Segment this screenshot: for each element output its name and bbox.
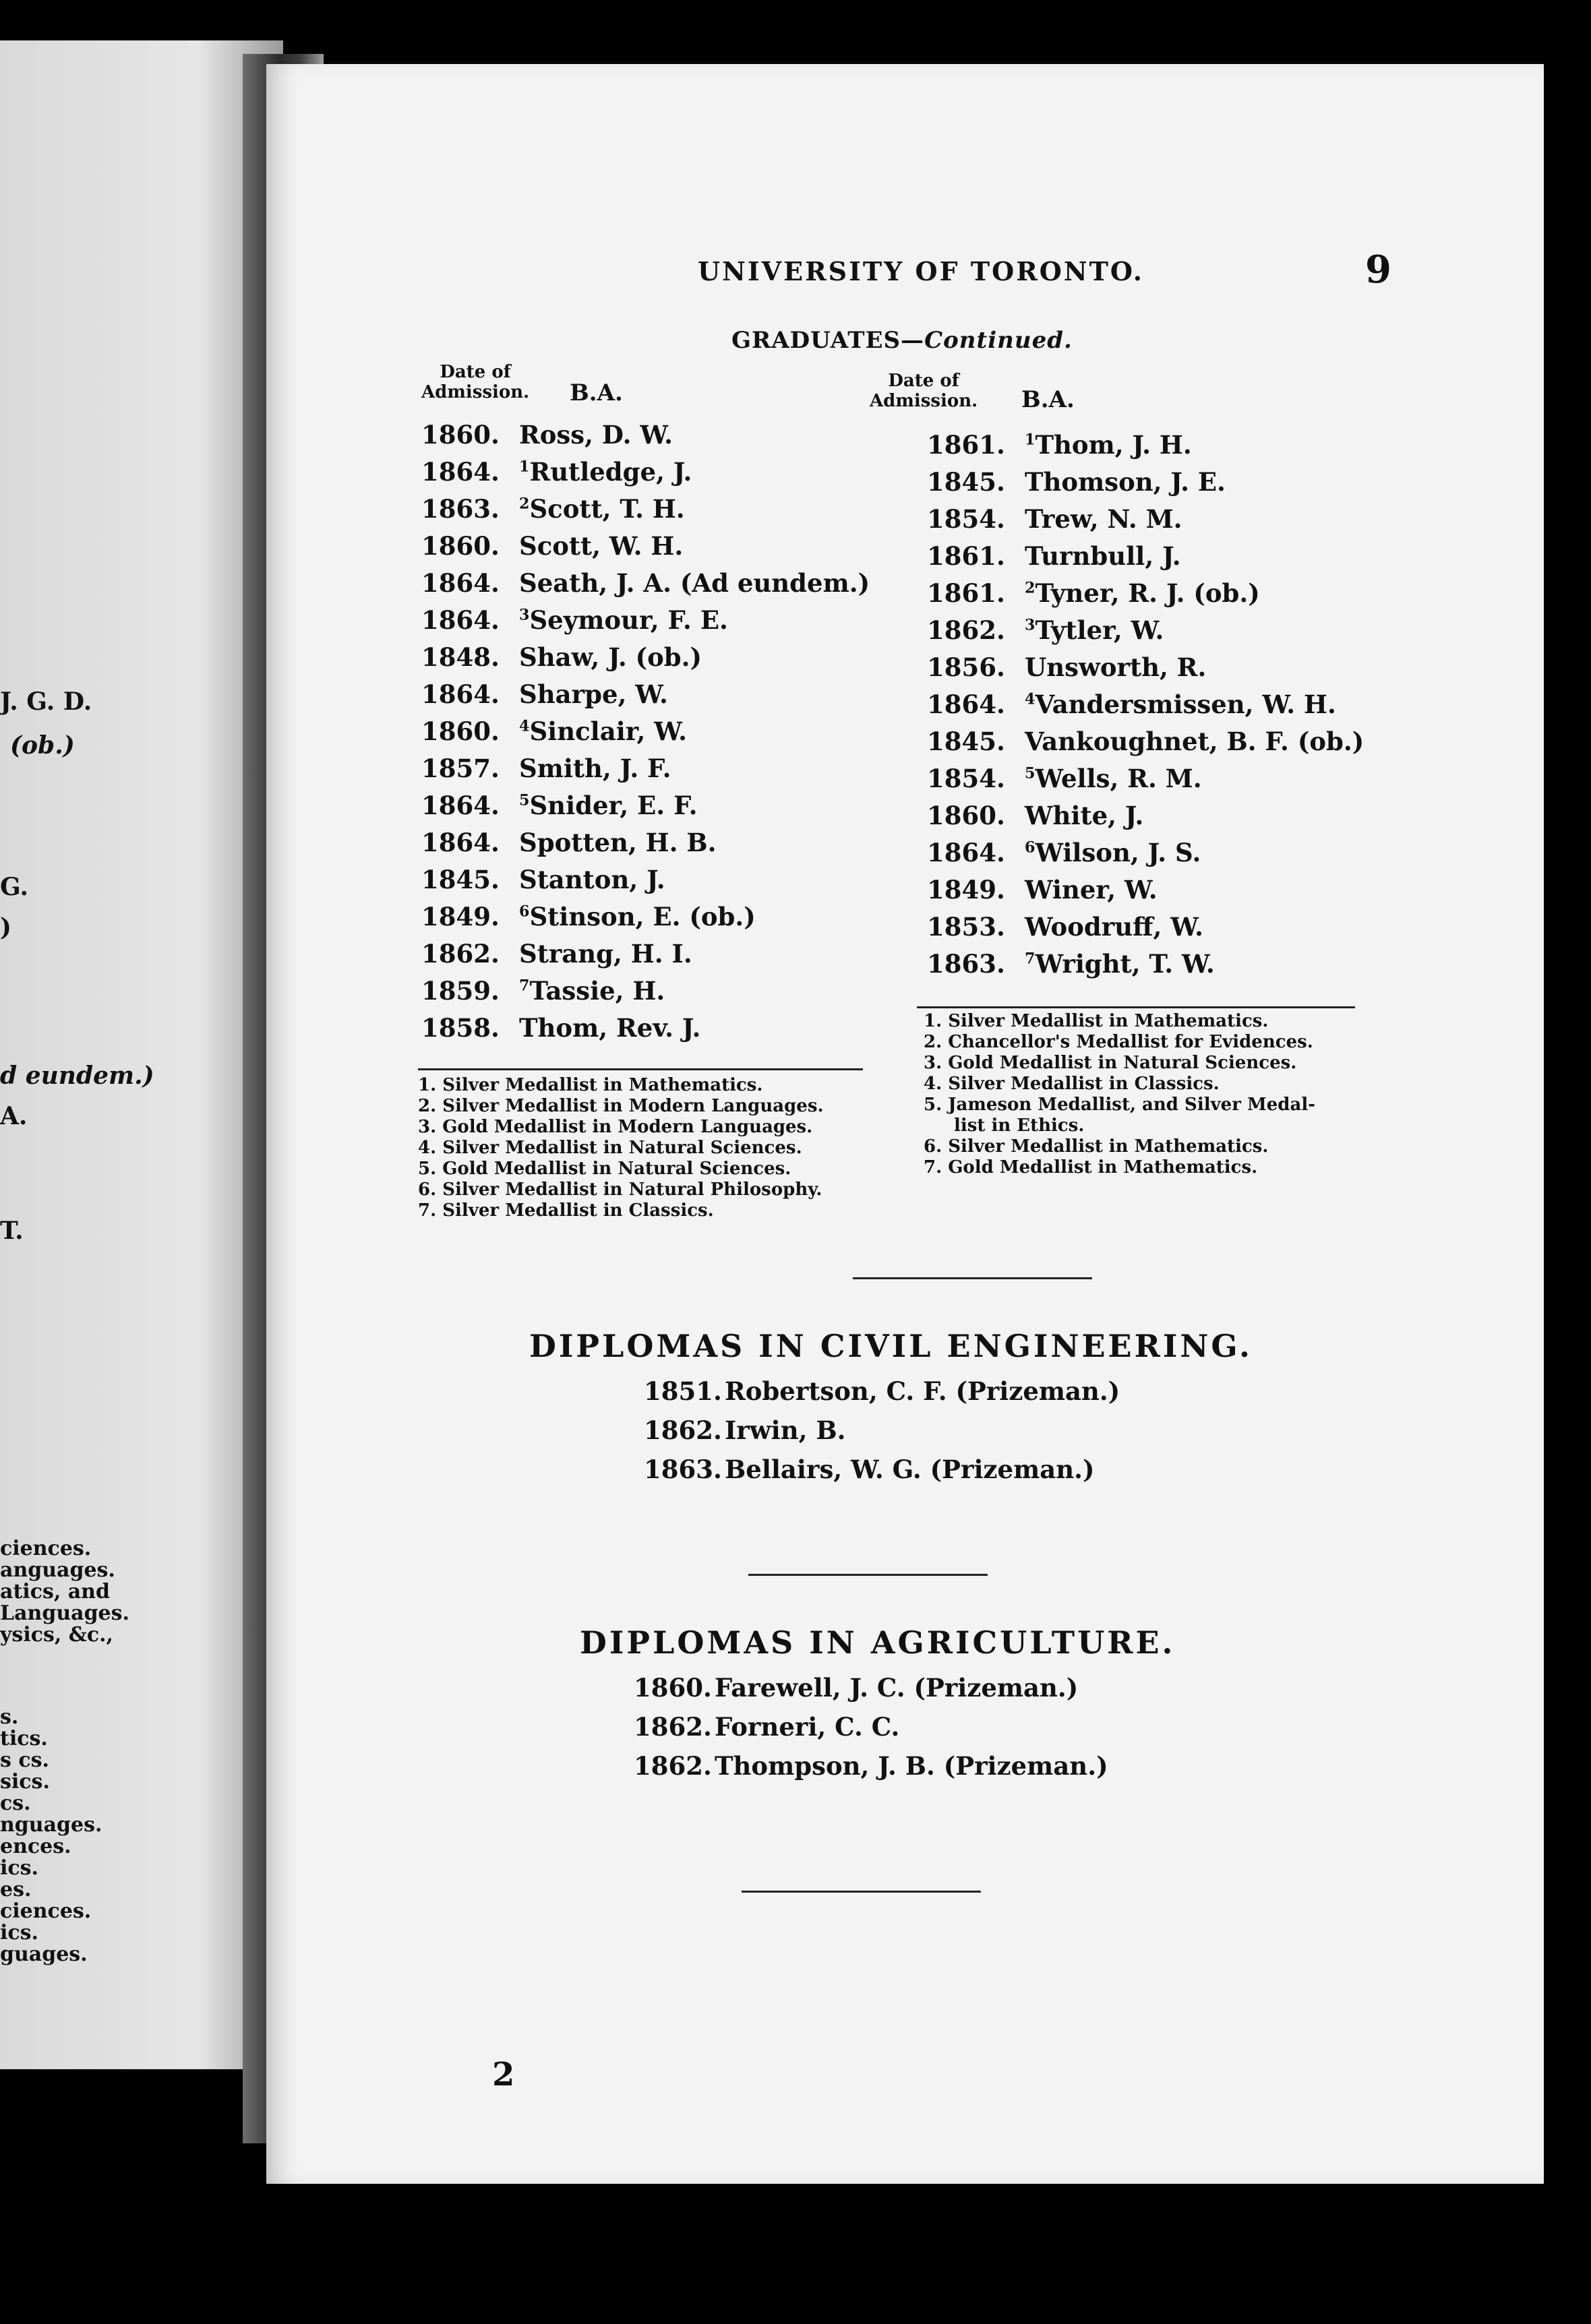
medal-footnote-mark: 3 (1025, 616, 1035, 634)
graduate-entry (421, 824, 870, 861)
left-footnotes (418, 1075, 824, 1221)
footnote: list in Ethics. (954, 1115, 1085, 1136)
graduate-entry (927, 797, 1364, 834)
graduate-name: Thom, Rev. J. (519, 1013, 701, 1043)
facing-page-fragment: sics. (0, 1770, 50, 1794)
graduate-entry (421, 454, 870, 491)
footnote: 3. Gold Medallist in Modern Languages. (418, 1117, 813, 1137)
graduate-name: Trew, N. M. (1025, 504, 1182, 534)
graduate-name: $^4$Vandersmissen, W. H. (1025, 690, 1336, 719)
right-notes-rule (917, 1006, 1355, 1008)
left-notes-rule (418, 1068, 863, 1070)
admission-year: 1863. (421, 494, 500, 524)
facing-page-fragment: ics. (0, 1921, 38, 1945)
admission-year: 1864. (927, 838, 1005, 867)
admission-year: 1864. (421, 605, 500, 635)
graduate-name: Seath, J. A. (Ad eundem.) (519, 568, 870, 598)
civil-engineering-title: DIPLOMAS IN CIVIL ENGINEERING. (529, 1328, 1253, 1364)
facing-page-fragment: nguages. (0, 1813, 102, 1837)
facing-page-fragment: s cs. (0, 1748, 49, 1772)
admission-year: 1861. (927, 578, 1005, 608)
graduate-name: Smith, J. F. (519, 754, 671, 783)
medal-footnote-mark: 3 (519, 606, 530, 624)
graduate-name: Shaw, J. (ob.) (519, 642, 702, 672)
footnote: 6. Silver Medallist in Mathematics. (924, 1136, 1269, 1157)
admission-year: 1864. (421, 679, 500, 709)
admission-year: 1862. (927, 615, 1005, 645)
graduate-name: $^3$Tytler, W. (1025, 615, 1164, 645)
admission-year: 1854. (927, 764, 1005, 793)
facing-page-fragment: A. (0, 1102, 28, 1130)
facing-page-fragment: ics. (0, 1856, 38, 1880)
page-number: 9 (1365, 247, 1391, 292)
graduate-entry (421, 1010, 870, 1047)
graduate-entry (927, 649, 1364, 686)
graduate-entry (421, 973, 870, 1010)
graduate-entry (421, 676, 870, 713)
admission-year: 1860. (421, 420, 500, 450)
admission-year: 1864. (927, 690, 1005, 719)
graduate-entry (927, 946, 1364, 983)
admission-year: 1856. (927, 652, 1005, 682)
graduate-entry (421, 787, 870, 824)
admission-year: 1861. (927, 541, 1005, 571)
medal-footnote-mark: 1 (519, 458, 530, 476)
agriculture-title: DIPLOMAS IN AGRICULTURE. (580, 1624, 1176, 1661)
footnote: 7. Silver Medallist in Classics. (418, 1200, 714, 1221)
running-header: UNIVERSITY OF TORONTO. (698, 256, 1145, 286)
facing-page-fragment: atics, and (0, 1580, 110, 1603)
left-degree-heading: B.A. (570, 379, 623, 406)
admission-year: 1845. (927, 727, 1005, 756)
graduate-entry (421, 713, 870, 750)
graduate-entry (421, 565, 870, 602)
section-rule-1 (853, 1277, 1092, 1279)
right-date-heading: Date of Admission. (870, 371, 978, 411)
admission-year: 1849. (927, 875, 1005, 905)
medal-footnote-mark: 6 (1025, 838, 1035, 857)
graduate-entry (421, 602, 870, 639)
footnote: 1. Silver Medallist in Mathematics. (924, 1011, 1269, 1031)
footnote: 6. Silver Medallist in Natural Philosophy. (418, 1180, 822, 1200)
facing-page-fragment: tics. (0, 1727, 48, 1750)
graduate-entry (927, 612, 1364, 649)
graduate-entry (927, 686, 1364, 723)
footnote: 5. Gold Medallist in Natural Sciences. (418, 1159, 791, 1179)
graduate-name: Woodruff, W. (1025, 912, 1203, 942)
facing-page-fragment: T. (0, 1217, 24, 1245)
footnote: 4. Silver Medallist in Classics. (924, 1074, 1220, 1094)
diploma-year: 1862. (634, 1751, 712, 1781)
graduate-entry (927, 872, 1364, 909)
admission-year: 1864. (421, 457, 500, 487)
graduate-entry (927, 834, 1364, 872)
diploma-name: Bellairs, W. G. (Prizeman.) (725, 1455, 1095, 1484)
admission-year: 1861. (927, 430, 1005, 460)
graduate-entry (927, 575, 1364, 612)
admission-year: 1863. (927, 949, 1005, 979)
diploma-year: 1860. (634, 1673, 712, 1703)
graduate-name: Turnbull, J. (1025, 541, 1181, 571)
graduate-name: White, J. (1025, 801, 1144, 830)
admission-year: 1845. (421, 865, 500, 894)
book-page (266, 64, 1544, 2184)
facing-page-fragment: ysics, &c., (0, 1623, 114, 1647)
admission-year: 1857. (421, 754, 500, 783)
medal-footnote-mark: 4 (1025, 690, 1035, 708)
admission-year: 1864. (421, 568, 500, 598)
graduate-entry (927, 464, 1364, 501)
medal-footnote-mark: 7 (519, 977, 530, 995)
medal-footnote-mark: 2 (1025, 579, 1035, 597)
footnote: 2. Chancellor's Medallist for Evidences. (924, 1032, 1313, 1052)
diploma-name: Robertson, C. F. (Prizeman.) (725, 1376, 1120, 1406)
admission-year: 1858. (421, 1013, 500, 1043)
graduate-entry (421, 417, 870, 454)
facing-page-fragment: ciences. (0, 1899, 92, 1923)
graduate-name: Spotten, H. B. (519, 828, 717, 857)
graduate-name: Ross, D. W. (519, 420, 673, 450)
diploma-name: Farewell, J. C. (Prizeman.) (715, 1673, 1079, 1703)
graduates-subhead: GRADUATES—Continued. (731, 327, 1073, 354)
facing-page-fragment: anguages. (0, 1558, 115, 1582)
graduate-name: $^1$Rutledge, J. (519, 457, 692, 487)
facing-page-fragment: cs. (0, 1792, 31, 1815)
diploma-year: 1862. (634, 1712, 712, 1742)
graduate-entry (927, 909, 1364, 946)
graduate-entry (421, 750, 870, 787)
diploma-year: 1851. (644, 1376, 722, 1406)
graduate-name: $^5$Wells, R. M. (1025, 764, 1202, 793)
graduate-name: $^1$Thom, J. H. (1025, 430, 1192, 460)
graduate-name: Scott, W. H. (519, 531, 684, 561)
graduate-entry (927, 501, 1364, 538)
facing-page-fragment: ciences. (0, 1537, 92, 1560)
medal-footnote-mark: 4 (519, 717, 530, 735)
right-footnotes (924, 1011, 1315, 1178)
footnote: 7. Gold Medallist in Mathematics. (924, 1157, 1258, 1178)
admission-year: 1845. (927, 467, 1005, 497)
admission-year: 1849. (421, 902, 500, 931)
graduate-name: $^3$Seymour, F. E. (519, 605, 728, 635)
footnote: 3. Gold Medallist in Natural Sciences. (924, 1053, 1297, 1073)
facing-page-fragment: (ob.) (10, 731, 75, 760)
civil-engineering-list (644, 1372, 1120, 1489)
graduate-name: Winer, W. (1025, 875, 1158, 905)
facing-page-fragment: ) (0, 913, 12, 942)
admission-year: 1853. (927, 912, 1005, 942)
graduate-entry (421, 639, 870, 676)
admission-year: 1854. (927, 504, 1005, 534)
agriculture-list (634, 1668, 1108, 1785)
graduate-name: $^6$Stinson, E. (ob.) (519, 902, 756, 931)
graduate-name: $^4$Sinclair, W. (519, 716, 687, 746)
graduate-name: Sharpe, W. (519, 679, 668, 709)
diploma-entry (644, 1411, 1120, 1450)
section-rule-2 (748, 1574, 988, 1576)
graduate-entry (927, 538, 1364, 575)
graduate-name: $^7$Tassie, H. (519, 976, 665, 1006)
footnote: 4. Silver Medallist in Natural Sciences. (418, 1138, 802, 1158)
facing-page-fragment: d eundem.) (0, 1062, 154, 1090)
admission-year: 1860. (421, 531, 500, 561)
medal-footnote-mark: 7 (1025, 950, 1035, 968)
graduate-name: $^2$Scott, T. H. (519, 494, 685, 524)
diploma-entry (634, 1707, 1108, 1746)
diploma-name: Thompson, J. B. (Prizeman.) (715, 1751, 1108, 1781)
facing-page-fragment: s. (0, 1705, 19, 1729)
admission-year: 1848. (421, 642, 500, 672)
admission-year: 1859. (421, 976, 500, 1006)
admission-year: 1860. (927, 801, 1005, 830)
graduate-name: Thomson, J. E. (1025, 467, 1226, 497)
section-rule-3 (742, 1891, 981, 1893)
medal-footnote-mark: 1 (1025, 431, 1035, 449)
medal-footnote-mark: 5 (519, 791, 530, 809)
facing-page-fragment: Languages. (0, 1601, 129, 1625)
diploma-year: 1863. (644, 1455, 722, 1484)
admission-year: 1864. (421, 828, 500, 857)
graduate-name: Strang, H. I. (519, 939, 692, 969)
diploma-entry (644, 1372, 1120, 1411)
diploma-entry (644, 1450, 1120, 1489)
right-graduates-list (927, 427, 1364, 983)
medal-footnote-mark: 5 (1025, 764, 1035, 783)
facing-page-fragment: G. (0, 873, 28, 901)
graduate-name: $^2$Tyner, R. J. (ob.) (1025, 578, 1260, 608)
graduate-entry (421, 491, 870, 528)
diploma-entry (634, 1746, 1108, 1785)
graduate-entry (421, 936, 870, 973)
graduate-name: $^7$Wright, T. W. (1025, 949, 1215, 979)
graduate-entry (421, 861, 870, 898)
diploma-entry (634, 1668, 1108, 1707)
footnote: 2. Silver Medallist in Modern Languages. (418, 1096, 824, 1116)
graduate-name: $^5$Snider, E. F. (519, 791, 698, 820)
admission-year: 1862. (421, 939, 500, 969)
right-degree-heading: B.A. (1021, 386, 1075, 413)
graduate-entry (421, 528, 870, 565)
diploma-name: Irwin, B. (725, 1415, 846, 1445)
graduate-entry (421, 898, 870, 936)
medal-footnote-mark: 6 (519, 903, 530, 921)
facing-page-fragment: guages. (0, 1943, 88, 1966)
graduate-name: Vankoughnet, B. F. (ob.) (1025, 727, 1364, 756)
graduate-entry (927, 427, 1364, 464)
facing-page-fragment: ences. (0, 1835, 71, 1858)
graduate-entry (927, 723, 1364, 760)
graduate-entry (927, 760, 1364, 797)
graduate-name: Unsworth, R. (1025, 652, 1207, 682)
graduate-name: Stanton, J. (519, 865, 665, 894)
diploma-name: Forneri, C. C. (715, 1712, 900, 1742)
facing-page (0, 40, 283, 2069)
medal-footnote-mark: 2 (519, 495, 530, 513)
left-date-heading: Date of Admission. (421, 362, 530, 402)
graduate-name: $^6$Wilson, J. S. (1025, 838, 1201, 867)
diploma-year: 1862. (644, 1415, 722, 1445)
facing-page-fragment: J. G. D. (0, 687, 92, 716)
admission-year: 1860. (421, 716, 500, 746)
footnote: 1. Silver Medallist in Mathematics. (418, 1075, 763, 1095)
facing-page-fragment: es. (0, 1878, 32, 1901)
left-graduates-list (421, 417, 870, 1047)
signature-mark: 2 (492, 2056, 515, 2093)
footnote: 5. Jameson Medallist, and Silver Medal- (924, 1095, 1315, 1115)
admission-year: 1864. (421, 791, 500, 820)
